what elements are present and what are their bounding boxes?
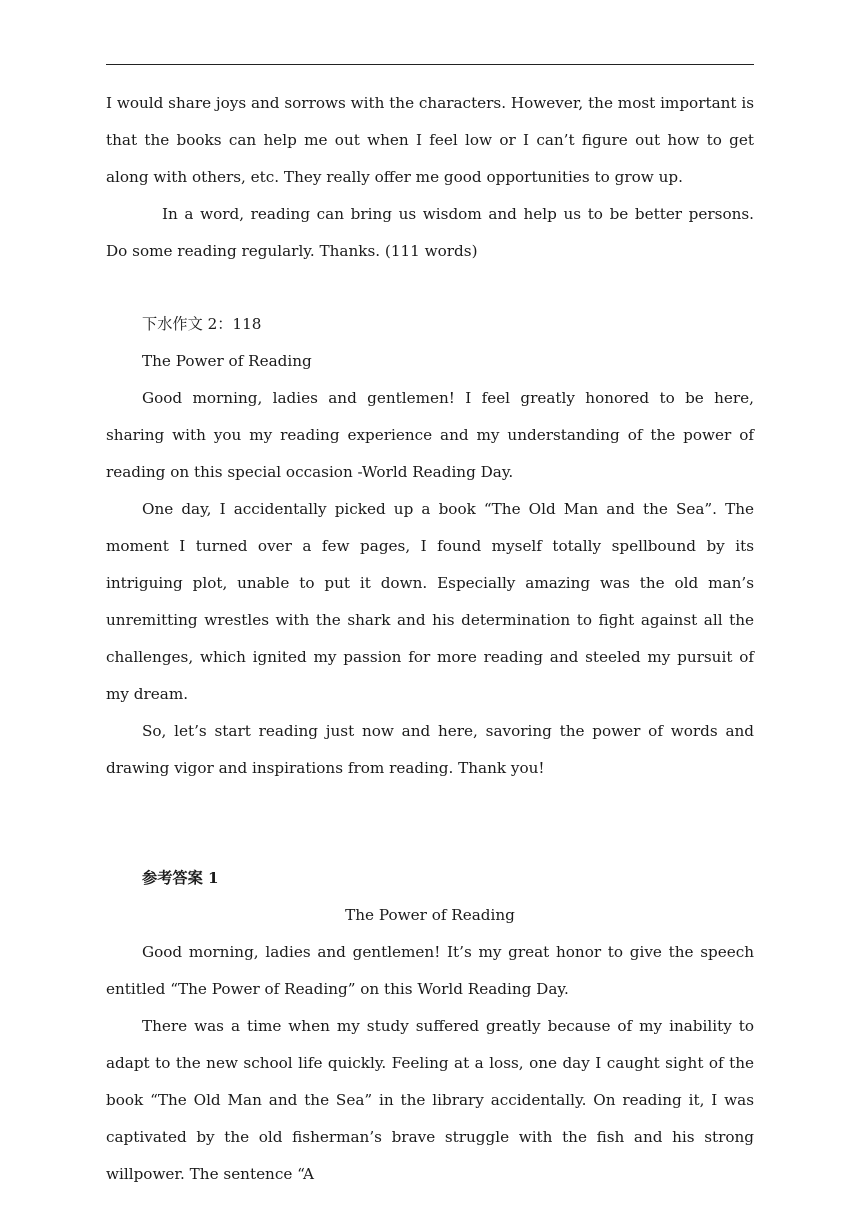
essay2-paragraph-2: One day, I accidentally picked up a book “The Old Man and the Sea”. The moment I turned over a few pages, I found myself totally spellbound by its intriguing plot, unable to put it down. Especially amazing was the old man’s unremitting wrestles with the shark and his determination to fight against all the challenges, which ignited my passion for more reading and steeled my pursuit of my dream.	[106, 500, 754, 703]
answer1-paragraph-1: Good morning, ladies and gentlemen! It’s my great honor to give the speech entitled “The Power of Reading” on this World Reading Day.	[106, 943, 754, 998]
essay2-paragraph-3: So, let’s start reading just now and here, savoring the power of words and drawing vigor and inspirations from reading. Thank you!	[106, 722, 754, 777]
essay1-paragraph-1: I would share joys and sorrows with the characters. However, the most important is that the books can help me out when I feel low or I can’t figure out how to get along with others, etc. They really offer me good opportunities to grow up.	[106, 94, 754, 186]
section-gap	[106, 787, 754, 860]
essay1-paragraph-2: In a word, reading can bring us wisdom and help us to be better persons. Do some reading regularly. Thanks. (111 words)	[106, 205, 754, 260]
essay2-title: The Power of Reading	[142, 352, 312, 370]
answer1-heading: 参考答案 1	[142, 869, 219, 887]
section-gap	[106, 270, 754, 306]
essay2-paragraph-1: Good morning, ladies and gentlemen! I feel greatly honored to be here, sharing with you my reading experience and my understanding of the power of reading on this special occasion -World Reading Day.	[106, 389, 754, 481]
answer1-title: The Power of Reading	[345, 906, 515, 924]
essay2-label: 下水作文 2：118	[142, 315, 262, 333]
header-rule	[106, 64, 754, 65]
answer1-paragraph-2: There was a time when my study suffered greatly because of my inability to adapt to the new school life quickly. Feeling at a loss, one day I caught sight of the book “The Old Man and the Sea” in the library accidentally. On reading it, I was captivated by the old fisherman’s brave struggle with the fish and his strong willpower. The sentence “A	[106, 1017, 754, 1183]
document-body	[106, 85, 754, 1193]
